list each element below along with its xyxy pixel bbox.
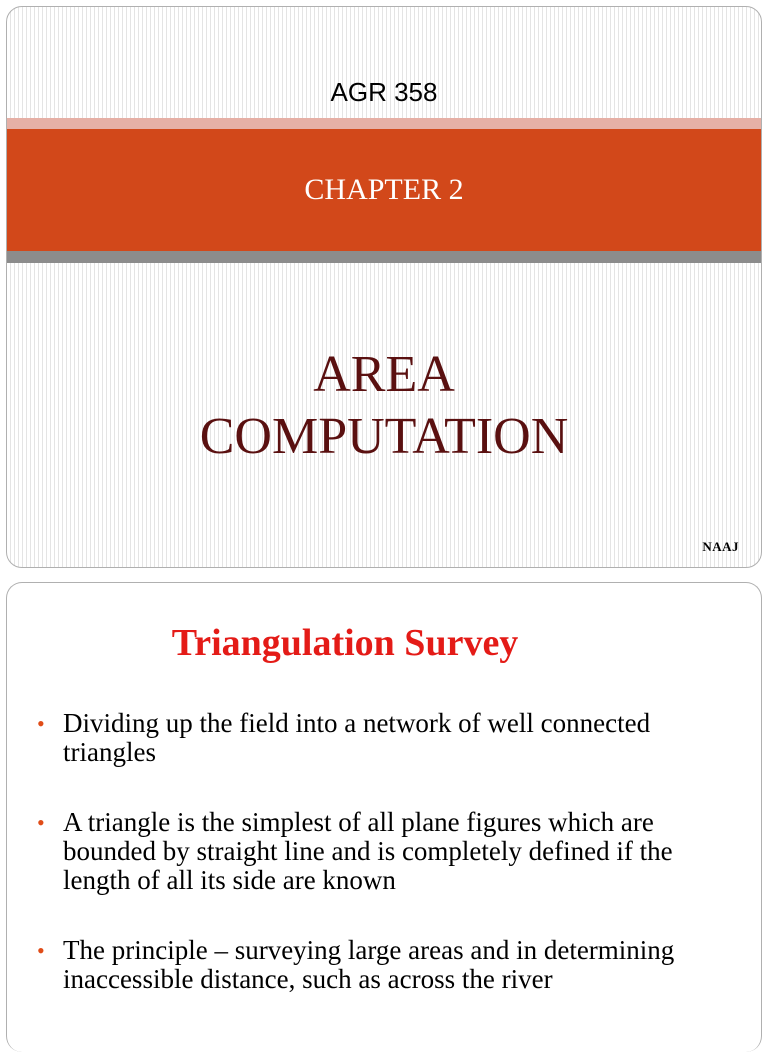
gray-accent-band	[7, 251, 761, 263]
slide-heading: Triangulation Survey	[171, 622, 519, 664]
bullet-dot-icon: •	[37, 711, 45, 736]
bullet-dot-icon: •	[37, 810, 45, 835]
pink-accent-band	[7, 118, 761, 129]
content-slide	[6, 582, 762, 1052]
bullet-text: The principle – surveying large areas and in determining inaccessible distance, such as across the river	[63, 935, 675, 994]
bullet-list	[35, 709, 735, 1035]
slide-title-line-2: COMPUTATION	[199, 408, 569, 465]
chapter-label: CHAPTER 2	[304, 173, 464, 206]
bullet-text: Dividing up the field into a network of well connected triangles	[63, 708, 651, 767]
bullet-item	[35, 709, 735, 767]
slide-title-line-1: AREA	[313, 346, 455, 403]
bullet-text: A triangle is the simplest of all plane figures which are bounded by straight line and is completely defined if the length of all its side are known	[63, 807, 673, 895]
bullet-dot-icon: •	[37, 938, 45, 963]
author-signature: NAAJ	[702, 539, 739, 554]
slide-title	[7, 344, 761, 468]
bullet-item	[35, 936, 735, 994]
course-code: AGR 358	[330, 77, 438, 107]
bullet-item	[35, 808, 735, 895]
title-slide	[6, 6, 762, 568]
